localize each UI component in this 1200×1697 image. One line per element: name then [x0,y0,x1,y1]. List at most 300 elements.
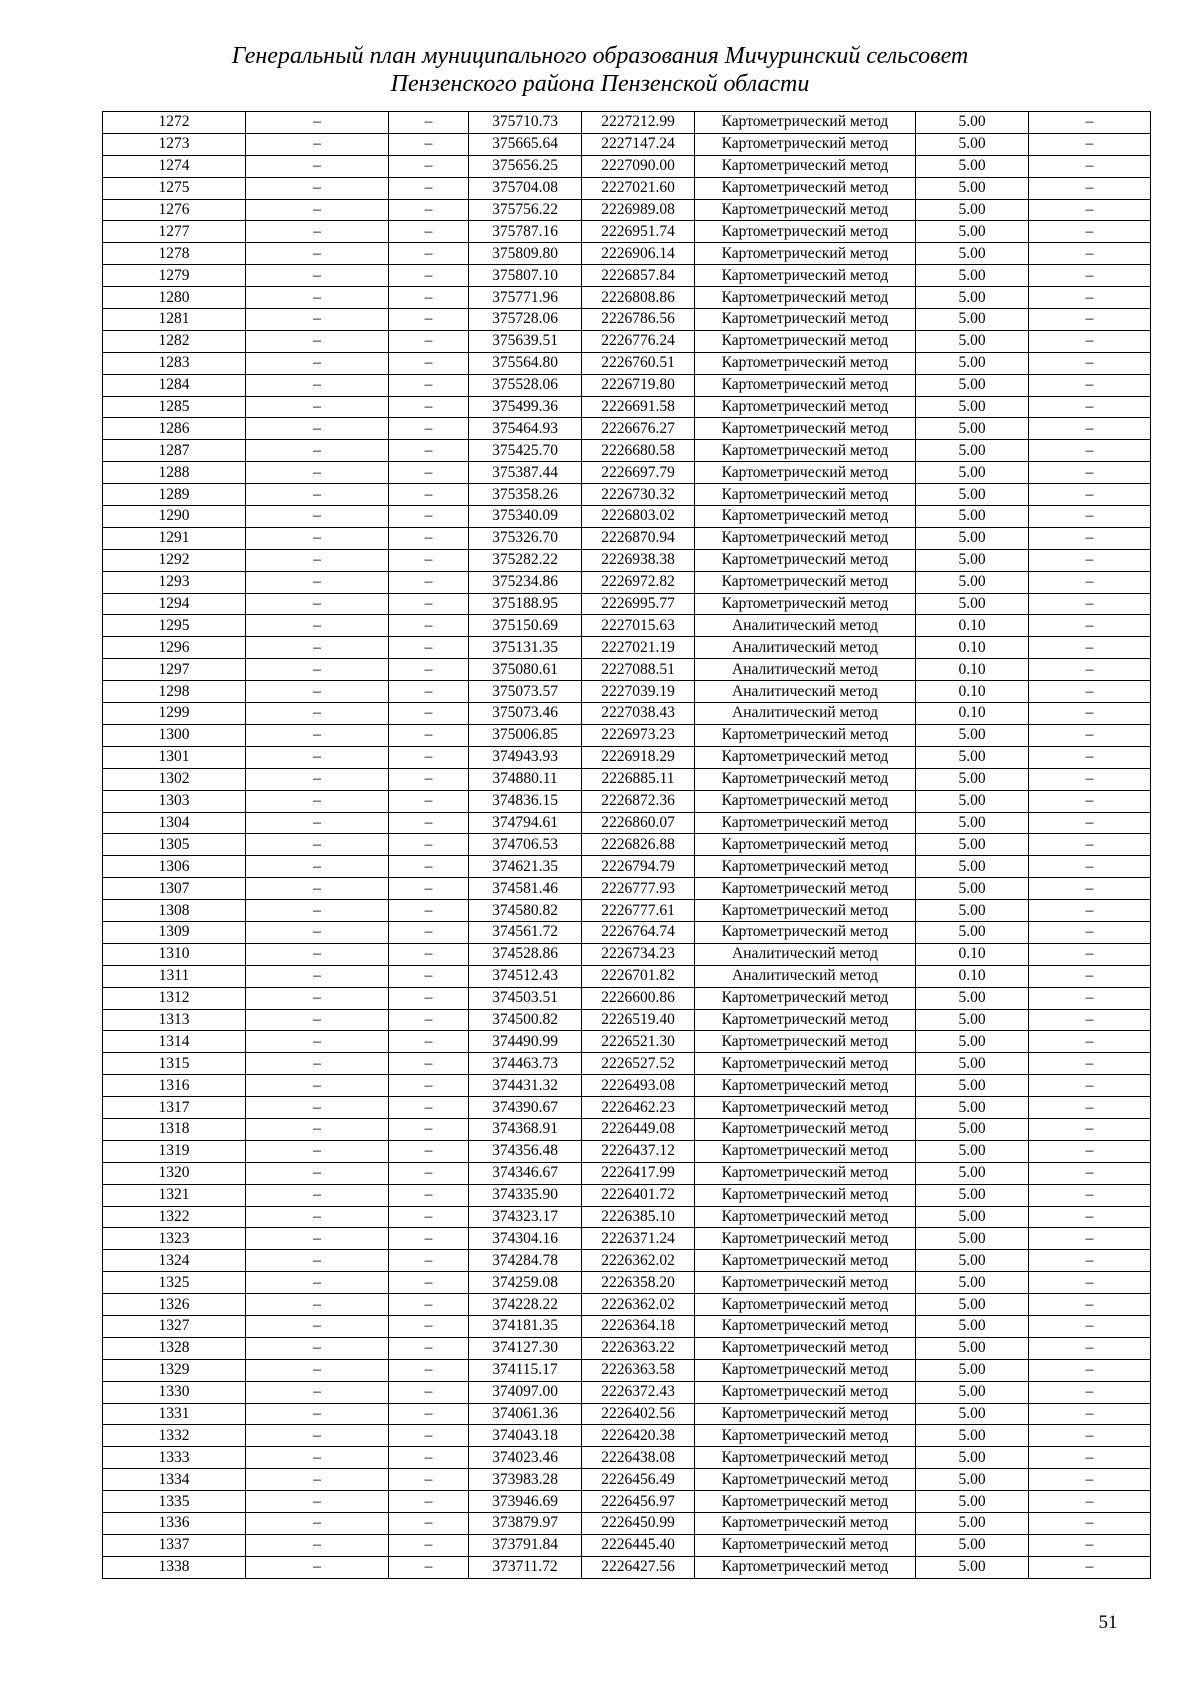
point-number-cell: 1326 [103,1294,246,1316]
table-row [103,1140,1151,1162]
method-cell: Картометрический метод [695,1315,916,1337]
method-cell: Картометрический метод [695,1359,916,1381]
table-row [103,1315,1151,1337]
dash-cell-b: – [389,243,469,265]
accuracy-cell: 5.00 [916,900,1029,922]
table-row [103,265,1151,287]
table-row [103,396,1151,418]
accuracy-cell: 5.00 [916,440,1029,462]
coordinates-table [102,111,1151,1579]
dash-cell-c: – [1029,965,1151,987]
y-coordinate-cell: 2226951.74 [582,221,695,243]
point-number-cell: 1318 [103,1118,246,1140]
dash-cell-c: – [1029,1009,1151,1031]
table-row [103,309,1151,331]
y-coordinate-cell: 2226527.52 [582,1053,695,1075]
accuracy-cell: 5.00 [916,1534,1029,1556]
point-number-cell: 1309 [103,921,246,943]
dash-cell-a: – [246,790,389,812]
x-coordinate-cell: 374023.46 [469,1447,582,1469]
dash-cell-a: – [246,1359,389,1381]
point-number-cell: 1282 [103,330,246,352]
x-coordinate-cell: 374431.32 [469,1075,582,1097]
method-cell: Картометрический метод [695,1162,916,1184]
table-row [103,484,1151,506]
y-coordinate-cell: 2226363.58 [582,1359,695,1381]
dash-cell-a: – [246,856,389,878]
method-cell: Картометрический метод [695,1140,916,1162]
x-coordinate-cell: 374323.17 [469,1206,582,1228]
dash-cell-b: – [389,1075,469,1097]
point-number-cell: 1299 [103,703,246,725]
y-coordinate-cell: 2226764.74 [582,921,695,943]
dash-cell-b: – [389,1469,469,1491]
dash-cell-a: – [246,484,389,506]
dash-cell-a: – [246,724,389,746]
x-coordinate-cell: 374463.73 [469,1053,582,1075]
table-row [103,1206,1151,1228]
dash-cell-c: – [1029,396,1151,418]
y-coordinate-cell: 2227147.24 [582,133,695,155]
table-row [103,1097,1151,1119]
dash-cell-a: – [246,1097,389,1119]
method-cell: Картометрический метод [695,112,916,134]
accuracy-cell: 5.00 [916,396,1029,418]
dash-cell-b: – [389,703,469,725]
dash-cell-c: – [1029,199,1151,221]
dash-cell-c: – [1029,1425,1151,1447]
dash-cell-b: – [389,396,469,418]
point-number-cell: 1273 [103,133,246,155]
dash-cell-c: – [1029,615,1151,637]
method-cell: Картометрический метод [695,724,916,746]
dash-cell-c: – [1029,177,1151,199]
dash-cell-b: – [389,1206,469,1228]
dash-cell-b: – [389,1294,469,1316]
table-row [103,221,1151,243]
dash-cell-a: – [246,309,389,331]
point-number-cell: 1306 [103,856,246,878]
y-coordinate-cell: 2226456.97 [582,1491,695,1513]
dash-cell-b: – [389,746,469,768]
y-coordinate-cell: 2226777.93 [582,878,695,900]
dash-cell-b: – [389,1031,469,1053]
dash-cell-c: – [1029,921,1151,943]
y-coordinate-cell: 2226521.30 [582,1031,695,1053]
accuracy-cell: 5.00 [916,1097,1029,1119]
x-coordinate-cell: 375131.35 [469,637,582,659]
dash-cell-a: – [246,221,389,243]
dash-cell-c: – [1029,1272,1151,1294]
table-row [103,1359,1151,1381]
method-cell: Картометрический метод [695,287,916,309]
dash-cell-a: – [246,812,389,834]
table-row [103,681,1151,703]
table-row [103,834,1151,856]
dash-cell-c: – [1029,1075,1151,1097]
method-cell: Картометрический метод [695,352,916,374]
dash-cell-b: – [389,1250,469,1272]
y-coordinate-cell: 2226885.11 [582,768,695,790]
x-coordinate-cell: 374304.16 [469,1228,582,1250]
point-number-cell: 1337 [103,1534,246,1556]
dash-cell-b: – [389,965,469,987]
x-coordinate-cell: 375710.73 [469,112,582,134]
table-row [103,418,1151,440]
dash-cell-a: – [246,987,389,1009]
accuracy-cell: 0.10 [916,965,1029,987]
dash-cell-a: – [246,1053,389,1075]
x-coordinate-cell: 374284.78 [469,1250,582,1272]
dash-cell-c: – [1029,724,1151,746]
accuracy-cell: 5.00 [916,1009,1029,1031]
point-number-cell: 1304 [103,812,246,834]
dash-cell-b: – [389,1184,469,1206]
x-coordinate-cell: 374346.67 [469,1162,582,1184]
dash-cell-a: – [246,571,389,593]
point-number-cell: 1333 [103,1447,246,1469]
method-cell: Картометрический метод [695,549,916,571]
method-cell: Картометрический метод [695,330,916,352]
table-row [103,155,1151,177]
accuracy-cell: 5.00 [916,1359,1029,1381]
point-number-cell: 1322 [103,1206,246,1228]
accuracy-cell: 5.00 [916,1337,1029,1359]
dash-cell-b: – [389,1272,469,1294]
method-cell: Картометрический метод [695,374,916,396]
dash-cell-c: – [1029,462,1151,484]
x-coordinate-cell: 374228.22 [469,1294,582,1316]
dash-cell-a: – [246,287,389,309]
x-coordinate-cell: 374356.48 [469,1140,582,1162]
y-coordinate-cell: 2226456.49 [582,1469,695,1491]
x-coordinate-cell: 374390.67 [469,1097,582,1119]
method-cell: Картометрический метод [695,440,916,462]
dash-cell-a: – [246,637,389,659]
dash-cell-c: – [1029,1337,1151,1359]
dash-cell-a: – [246,396,389,418]
dash-cell-b: – [389,1359,469,1381]
point-number-cell: 1290 [103,506,246,528]
method-cell: Картометрический метод [695,396,916,418]
dash-cell-b: – [389,1534,469,1556]
dash-cell-a: – [246,921,389,943]
dash-cell-c: – [1029,287,1151,309]
y-coordinate-cell: 2226719.80 [582,374,695,396]
dash-cell-b: – [389,724,469,746]
point-number-cell: 1292 [103,549,246,571]
dash-cell-b: – [389,943,469,965]
method-cell: Картометрический метод [695,878,916,900]
point-number-cell: 1330 [103,1381,246,1403]
method-cell: Картометрический метод [695,527,916,549]
y-coordinate-cell: 2226697.79 [582,462,695,484]
method-cell: Картометрический метод [695,834,916,856]
y-coordinate-cell: 2226372.43 [582,1381,695,1403]
point-number-cell: 1302 [103,768,246,790]
y-coordinate-cell: 2227015.63 [582,615,695,637]
accuracy-cell: 5.00 [916,330,1029,352]
accuracy-cell: 5.00 [916,768,1029,790]
table-row [103,1228,1151,1250]
accuracy-cell: 0.10 [916,659,1029,681]
table-row [103,1184,1151,1206]
table-row [103,177,1151,199]
x-coordinate-cell: 375665.64 [469,133,582,155]
dash-cell-b: – [389,1556,469,1578]
y-coordinate-cell: 2226972.82 [582,571,695,593]
x-coordinate-cell: 374115.17 [469,1359,582,1381]
dash-cell-a: – [246,593,389,615]
dash-cell-c: – [1029,265,1151,287]
dash-cell-b: – [389,527,469,549]
x-coordinate-cell: 373711.72 [469,1556,582,1578]
x-coordinate-cell: 374581.46 [469,878,582,900]
x-coordinate-cell: 374794.61 [469,812,582,834]
method-cell: Картометрический метод [695,900,916,922]
x-coordinate-cell: 375528.06 [469,374,582,396]
y-coordinate-cell: 2226786.56 [582,309,695,331]
dash-cell-b: – [389,374,469,396]
dash-cell-a: – [246,1206,389,1228]
dash-cell-a: – [246,243,389,265]
table-row [103,724,1151,746]
accuracy-cell: 5.00 [916,1206,1029,1228]
method-cell: Картометрический метод [695,1381,916,1403]
y-coordinate-cell: 2226427.56 [582,1556,695,1578]
dash-cell-b: – [389,681,469,703]
dash-cell-a: – [246,155,389,177]
point-number-cell: 1303 [103,790,246,812]
dash-cell-c: – [1029,1162,1151,1184]
table-row [103,1447,1151,1469]
method-cell: Картометрический метод [695,1556,916,1578]
dash-cell-a: – [246,768,389,790]
dash-cell-c: – [1029,681,1151,703]
dash-cell-a: – [246,1031,389,1053]
table-row [103,1009,1151,1031]
dash-cell-a: – [246,1337,389,1359]
x-coordinate-cell: 375564.80 [469,352,582,374]
point-number-cell: 1288 [103,462,246,484]
dash-cell-a: – [246,1250,389,1272]
point-number-cell: 1293 [103,571,246,593]
dash-cell-a: – [246,878,389,900]
x-coordinate-cell: 374490.99 [469,1031,582,1053]
point-number-cell: 1286 [103,418,246,440]
method-cell: Картометрический метод [695,921,916,943]
dash-cell-a: – [246,527,389,549]
dash-cell-a: – [246,1140,389,1162]
dash-cell-a: – [246,1162,389,1184]
method-cell: Аналитический метод [695,615,916,637]
accuracy-cell: 5.00 [916,593,1029,615]
dash-cell-a: – [246,1403,389,1425]
dash-cell-b: – [389,768,469,790]
table-row [103,330,1151,352]
accuracy-cell: 5.00 [916,724,1029,746]
dash-cell-a: – [246,834,389,856]
accuracy-cell: 5.00 [916,418,1029,440]
y-coordinate-cell: 2226519.40 [582,1009,695,1031]
dash-cell-b: – [389,659,469,681]
method-cell: Картометрический метод [695,1184,916,1206]
dash-cell-b: – [389,1425,469,1447]
method-cell: Картометрический метод [695,199,916,221]
dash-cell-b: – [389,352,469,374]
dash-cell-b: – [389,1447,469,1469]
x-coordinate-cell: 374580.82 [469,900,582,922]
method-cell: Картометрический метод [695,790,916,812]
point-number-cell: 1319 [103,1140,246,1162]
method-cell: Картометрический метод [695,177,916,199]
method-cell: Картометрический метод [695,1513,916,1535]
table-row [103,199,1151,221]
y-coordinate-cell: 2226989.08 [582,199,695,221]
method-cell: Картометрический метод [695,1294,916,1316]
table-row [103,112,1151,134]
dash-cell-b: – [389,133,469,155]
dash-cell-c: – [1029,900,1151,922]
table-row [103,1272,1151,1294]
dash-cell-c: – [1029,1031,1151,1053]
point-number-cell: 1312 [103,987,246,1009]
dash-cell-b: – [389,155,469,177]
method-cell: Картометрический метод [695,309,916,331]
table-row [103,746,1151,768]
table-row [103,878,1151,900]
x-coordinate-cell: 375639.51 [469,330,582,352]
dash-cell-c: – [1029,112,1151,134]
dash-cell-c: – [1029,1250,1151,1272]
header-line-1: Генеральный план муниципального образования Мичуринский сельсовет [231,43,969,69]
dash-cell-b: – [389,177,469,199]
y-coordinate-cell: 2226362.02 [582,1294,695,1316]
method-cell: Картометрический метод [695,1075,916,1097]
dash-cell-a: – [246,112,389,134]
point-number-cell: 1335 [103,1491,246,1513]
point-number-cell: 1280 [103,287,246,309]
dash-cell-c: – [1029,1294,1151,1316]
dash-cell-a: – [246,1534,389,1556]
accuracy-cell: 5.00 [916,1447,1029,1469]
point-number-cell: 1324 [103,1250,246,1272]
dash-cell-a: – [246,746,389,768]
method-cell: Картометрический метод [695,746,916,768]
point-number-cell: 1285 [103,396,246,418]
point-number-cell: 1308 [103,900,246,922]
dash-cell-b: – [389,593,469,615]
point-number-cell: 1305 [103,834,246,856]
point-number-cell: 1331 [103,1403,246,1425]
point-number-cell: 1310 [103,943,246,965]
dash-cell-a: – [246,418,389,440]
table-row [103,1053,1151,1075]
accuracy-cell: 5.00 [916,287,1029,309]
dash-cell-c: – [1029,1140,1151,1162]
y-coordinate-cell: 2226870.94 [582,527,695,549]
page-number: 51 [1098,1612,1118,1633]
dash-cell-c: – [1029,1118,1151,1140]
point-number-cell: 1291 [103,527,246,549]
dash-cell-a: – [246,615,389,637]
dash-cell-c: – [1029,1534,1151,1556]
point-number-cell: 1320 [103,1162,246,1184]
method-cell: Картометрический метод [695,221,916,243]
dash-cell-c: – [1029,352,1151,374]
dash-cell-c: – [1029,768,1151,790]
point-number-cell: 1276 [103,199,246,221]
dash-cell-c: – [1029,133,1151,155]
dash-cell-a: – [246,1491,389,1513]
point-number-cell: 1315 [103,1053,246,1075]
dash-cell-b: – [389,1381,469,1403]
point-number-cell: 1297 [103,659,246,681]
method-cell: Картометрический метод [695,1053,916,1075]
dash-cell-a: – [246,1469,389,1491]
dash-cell-c: – [1029,1315,1151,1337]
y-coordinate-cell: 2226860.07 [582,812,695,834]
point-number-cell: 1281 [103,309,246,331]
y-coordinate-cell: 2226493.08 [582,1075,695,1097]
point-number-cell: 1296 [103,637,246,659]
accuracy-cell: 5.00 [916,1403,1029,1425]
point-number-cell: 1277 [103,221,246,243]
x-coordinate-cell: 374181.35 [469,1315,582,1337]
table-row [103,1162,1151,1184]
dash-cell-c: – [1029,418,1151,440]
dash-cell-c: – [1029,987,1151,1009]
dash-cell-a: – [246,681,389,703]
dash-cell-b: – [389,1140,469,1162]
point-number-cell: 1289 [103,484,246,506]
x-coordinate-cell: 374368.91 [469,1118,582,1140]
accuracy-cell: 5.00 [916,1162,1029,1184]
accuracy-cell: 5.00 [916,987,1029,1009]
method-cell: Картометрический метод [695,1009,916,1031]
y-coordinate-cell: 2226362.02 [582,1250,695,1272]
dash-cell-b: – [389,1491,469,1513]
table-row [103,900,1151,922]
dash-cell-c: – [1029,506,1151,528]
accuracy-cell: 5.00 [916,1315,1029,1337]
method-cell: Картометрический метод [695,1250,916,1272]
point-number-cell: 1321 [103,1184,246,1206]
method-cell: Картометрический метод [695,1447,916,1469]
dash-cell-a: – [246,1075,389,1097]
table-row [103,1513,1151,1535]
method-cell: Картометрический метод [695,506,916,528]
table-row [103,1556,1151,1578]
point-number-cell: 1323 [103,1228,246,1250]
dash-cell-b: – [389,1009,469,1031]
accuracy-cell: 5.00 [916,746,1029,768]
dash-cell-a: – [246,1118,389,1140]
dash-cell-c: – [1029,1206,1151,1228]
x-coordinate-cell: 374259.08 [469,1272,582,1294]
document-header [0,42,1200,98]
x-coordinate-cell: 375150.69 [469,615,582,637]
accuracy-cell: 5.00 [916,1513,1029,1535]
dash-cell-c: – [1029,527,1151,549]
dash-cell-a: – [246,177,389,199]
y-coordinate-cell: 2226973.23 [582,724,695,746]
table-row [103,1250,1151,1272]
dash-cell-b: – [389,615,469,637]
dash-cell-b: – [389,1337,469,1359]
method-cell: Картометрический метод [695,462,916,484]
dash-cell-b: – [389,330,469,352]
